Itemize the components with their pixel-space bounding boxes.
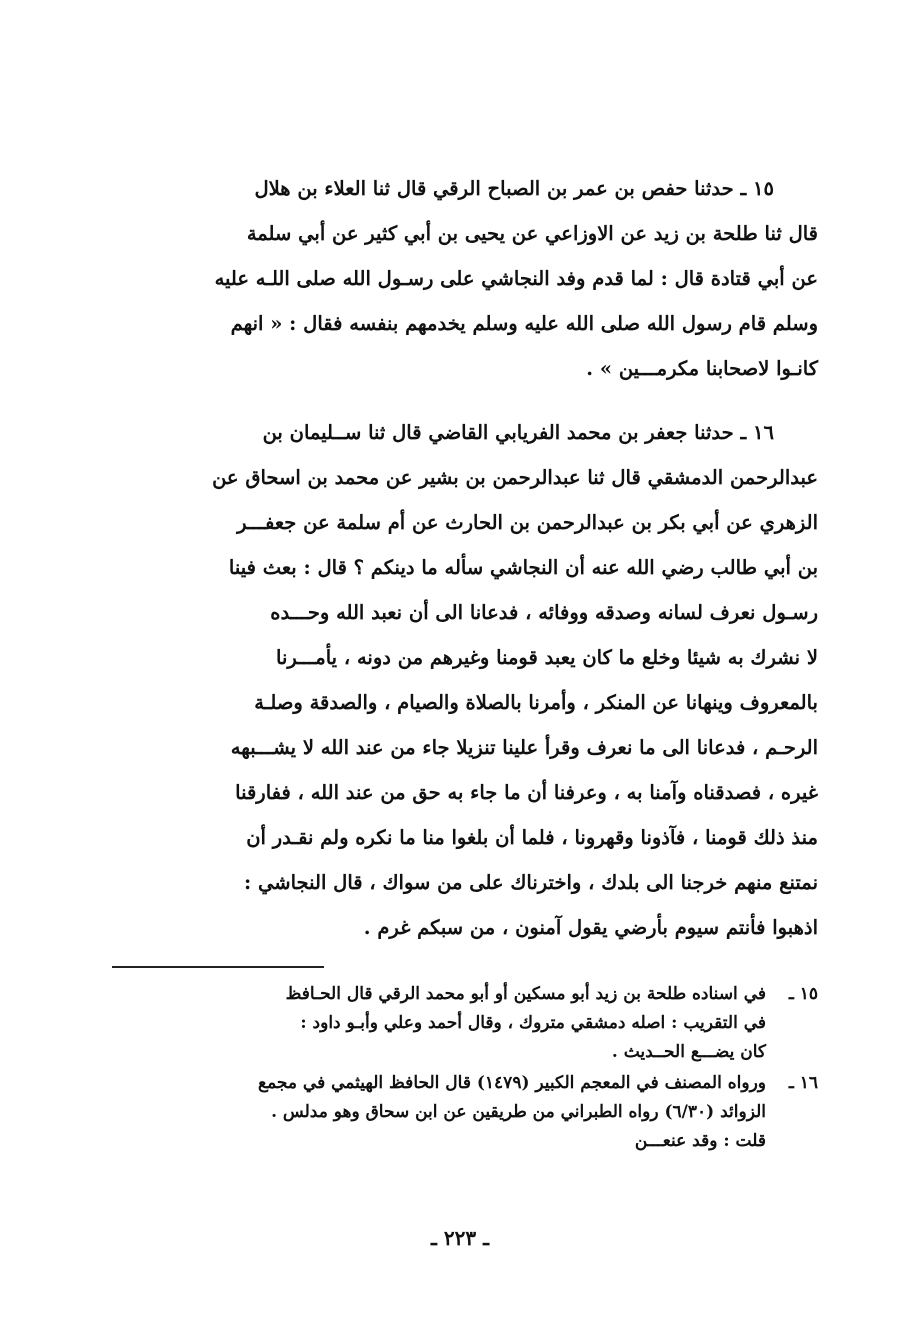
hadith-line: كانـوا لاصحابنا مكرمـــين » .: [586, 357, 818, 380]
hadith-16: [118, 410, 818, 950]
footnote-line: في التقريب : اصله دمشقي متروك ، وقال أحمد وعلي وأبـو داود :: [300, 1013, 766, 1033]
hadith-line: اذهبوا فأنتم سيوم بأرضي يقول آمنون ، من سبكم غرم .: [363, 916, 818, 939]
hadith-line: نمتنع منهم خرجنا الى بلدك ، واخترناك على من سواك ، قال النجاشي :: [244, 871, 818, 894]
hadith-line: بن أبي طالب رضي الله عنه أن النجاشي سأله ما دينكم ؟ قال : بعث فينا: [228, 556, 818, 579]
hadith-line: [118, 410, 818, 455]
hadith-line: غيره ، فصدقناه وآمنا به ، وعرفنا أن ما جاء به حق من عند الله ، ففارقنا: [235, 781, 818, 804]
hadith-line: منذ ذلك قومنا ، فآذونا وقهرونا ، فلما أن بلغوا منا ما نكره ولم نقـدر أن: [246, 826, 818, 849]
hadith-line: عن أبي قتادة قال : لما قدم وفد النجاشي على رسـول الله صلى اللـه عليه: [214, 267, 818, 290]
footnote-number: ١٥ ـ: [788, 984, 818, 1004]
hadith-text: حدثنا حفص بن عمر بن الصباح الرقي قال ثنا العلاء بن هلال: [254, 177, 734, 200]
hadith-line: قال ثنا طلحة بن زيد عن الاوزاعي عن يحيى بن أبي كثير عن أبي سلمة: [246, 222, 818, 245]
hadith-line: رسـول نعرف لسانه وصدقه ووفائه ، فدعانا الى أن نعبد الله وحـــده: [270, 601, 818, 624]
hadith-line: بالمعروف وينهانا عن المنكر ، وأمرنا بالصلاة والصيام ، والصدقة وصلـة: [254, 691, 818, 714]
footnote-line: في اسناده طلحة بن زيد أبو مسكين أو أبو محمد الرقي قال الحـافظ: [285, 984, 766, 1004]
footnote-separator: [112, 966, 324, 968]
hadith-line: وسلم قام رسول الله صلى الله عليه وسلم يخدمهم بنفسه فقال : « انهم: [230, 312, 818, 335]
footnote-line: الزوائد (٦/٣٠) رواه الطبراني من طريقين عن ابن سحاق وهو مدلس .: [271, 1102, 766, 1122]
footnote-line: قلت : وقد عنعـــن: [634, 1131, 766, 1151]
page-number: ـ ٢٢٣ ـ: [431, 1226, 489, 1250]
hadith-line: عبدالرحمن الدمشقي قال ثنا عبدالرحمن بن بشير عن محمد بن اسحاق عن: [212, 466, 818, 489]
hadith-text: حدثنا جعفر بن محمد الفريابي القاضي قال ثنا ســليمان بن: [262, 421, 734, 444]
footnote-number: ١٦ ـ: [788, 1073, 818, 1093]
hadith-line: لا نشرك به شيئا وخلع ما كان يعبد قومنا وغيرهم من دونه ، يأمـــرنا: [276, 646, 818, 669]
hadith-line: الرحـم ، فدعانا الى ما نعرف وقرأ علينا تنزيلا جاء من عند الله لا يشـــبهه: [230, 736, 818, 759]
footnote-16: [114, 1069, 818, 1156]
footnote-line: كان يضـــع الحــديث .: [611, 1042, 766, 1062]
hadith-line: [118, 166, 818, 211]
hadith-number: ١٦ ـ: [740, 421, 774, 444]
footnote-body: [114, 980, 766, 1067]
hadith-line: الزهري عن أبي بكر بن عبدالرحمن بن الحارث عن أم سلمة عن جعفـــر: [237, 511, 818, 534]
hadith-15: [118, 166, 818, 391]
footnotes: [114, 980, 818, 1158]
footnote-line: ورواه المصنف في المعجم الكبير (١٤٧٩) قال الحافظ الهيثمي في مجمع: [258, 1073, 766, 1093]
footnote-body: [114, 1069, 766, 1156]
footnote-15: [114, 980, 818, 1067]
hadith-number: ١٥ ـ: [740, 177, 774, 200]
